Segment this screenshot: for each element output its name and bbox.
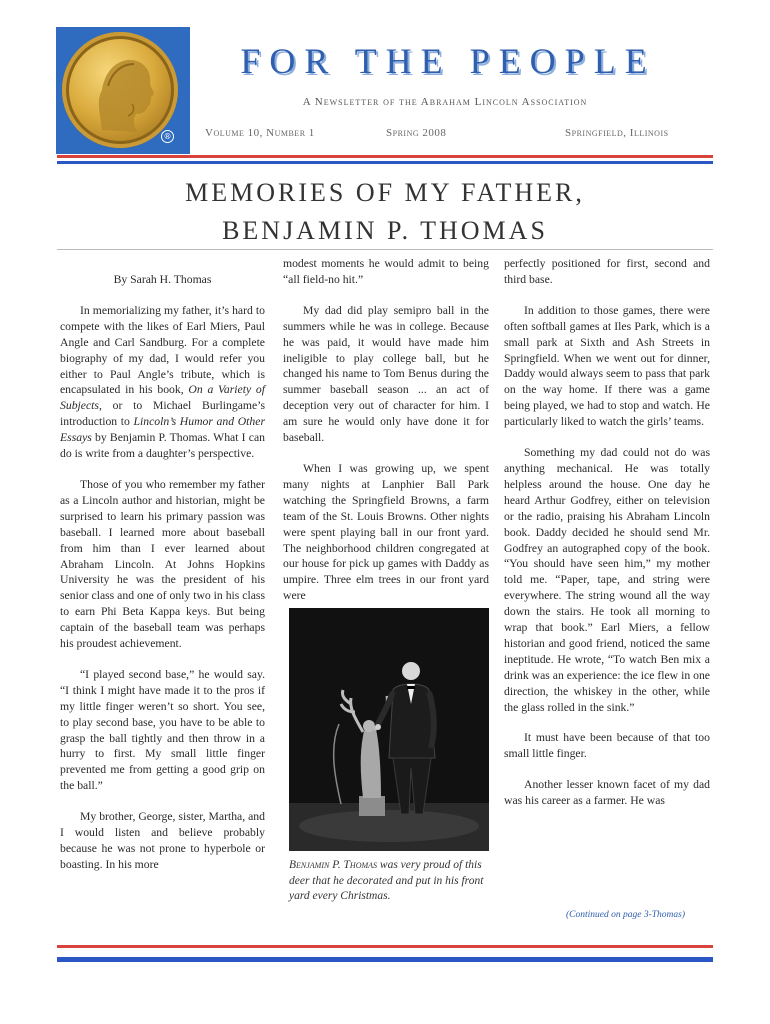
man-with-deer-image [289,608,489,851]
bottom-rule-blue [57,957,713,962]
volume-number: Volume 10, Number 1 [205,127,315,139]
paragraph: My brother, George, sister, Martha, and I would listen and believe probably because he was not prone to hyperbole or boasting. In his more [60,810,265,871]
caption-text: was very proud of this deer that he decorated and put in his front yard every Christmas. [289,859,484,902]
paragraph: Those of you who remember my father as a Lincoln author and historian, might be surprised to learn his primary passion was baseball. I learned more about baseball from him than I ever learned about Abraham Lincoln. At Johns Hopkins University he was the president of his senior class and one of only two in his class to earn Phi Beta Kappa keys. But being captain of the baseball team was perhaps his proudest achievement. [60,477,265,651]
paragraph: In memorializing my father, it’s hard to compete with the likes of Earl Miers, Paul Angle and Carl Sandburg. For a complete biography of my dad, I would refer you either to Paul Angle’s tribute, which is encapsulated in his book, On a Variety of Subjects, or to Michael Burlingame’s introduction to Lincoln’s Humor and Other Essays by Benjamin P. Thomas. What I can do is write from a daughter’s perspective. [60,303,265,461]
top-rule-red [57,155,713,158]
paragraph: When I was growing up, we spent many nights at Lanphier Ball Park watching the Springfield Browns, a farm team of the St. Louis Browns. Other nights were spent playing ball in our front yard. The neighborhood children congregated at our house for pick up games with Daddy as umpire. Three elm trees in our front yard were [283,461,489,603]
top-rule-blue [57,161,713,164]
registered-mark-icon: ® [161,130,174,143]
book-title: On a Variety of Subjects [60,383,265,413]
issue-location: Springfield, Illinois [565,127,669,139]
article-title [60,174,710,250]
paragraph: Another lesser known facet of my dad was his career as a farmer. He was [504,778,710,808]
lincoln-profile-icon [62,32,178,148]
article-title-line1: MEMORIES OF MY FATHER, [185,178,585,207]
article-column-1 [60,272,265,888]
book-title: Lincoln’s Humor and Other Essays [60,415,265,445]
photo-caption [289,858,489,905]
issue-season: Spring 2008 [386,127,447,139]
paragraph: perfectly positioned for first, second and third base. [504,257,710,286]
paragraph: It must have been because of that too small little finger. [504,731,710,761]
logo [56,27,190,154]
lincoln-medallion-icon [62,32,178,148]
title-divider [57,249,713,250]
continued-note: (Continued on page 3-Thomas) [566,910,686,920]
paragraph: “I played second base,” he would say. “I think I might have made it to the pros if my little finger weren’t so short. You see, to play second base, you have to be able to grasp the ball tightly and then throw in a hurry to first. My small little finger prevented me from getting a good grip on the ball.” [60,667,265,793]
paragraph: My dad did play semipro ball in the summers while he was in college. Because he was paid, it would have made him ineligible to play college ball, but he changed his name to Tom Benus during the summer baseball season ... an act of deception very out of character for him. I am sure he would only have done it for baseball. [283,303,489,445]
paragraph: modest moments he would admit to being “all field-no hit.” [283,257,489,286]
newsletter-title: FOR THE PEOPLE [240,41,656,81]
byline: By Sarah H. Thomas [113,273,212,286]
bottom-rule-red [57,945,713,948]
article-column-3 [504,256,710,824]
newsletter-subtitle: A Newsletter of the Abraham Lincoln Association [302,96,588,108]
article-title-line2: BENJAMIN P. THOMAS [222,216,548,245]
paragraph: In addition to those games, there were often softball games at Iles Park, which is a small park at Sixth and Ash Streets in Springfield. When we went out for dinner, Daddy would always seem to pass that park on the way home. If there was a game being played, we had to stop and watch. He particularly liked to watch the girls’ teams. [504,303,710,429]
caption-name: Benjamin P. Thomas [289,859,378,871]
paragraph: Something my dad could not do was anything mechanical. He was totally helpless around the house. One day he heard Arthur Godfrey, either on television or the radio, praising his Abraham Lincoln book. Daddy decided he should send Mr. Godfrey an autographed copy of the book. “You should have seen him,” my mother told me. “Paper, tape, and string were everywhere. The string wound all the way down the stairs. He took all morning to wrap that book.” Earl Miers, a fellow historian and good friend, noticed the same ineptitude. He wrote, “To watch Ben mix a drink was an experience: the ice flew in one direction, the whiskey in the other, while the glass rolled in the sink.” [504,446,710,714]
article-column-2 [283,256,489,619]
deer-photo [289,608,489,851]
